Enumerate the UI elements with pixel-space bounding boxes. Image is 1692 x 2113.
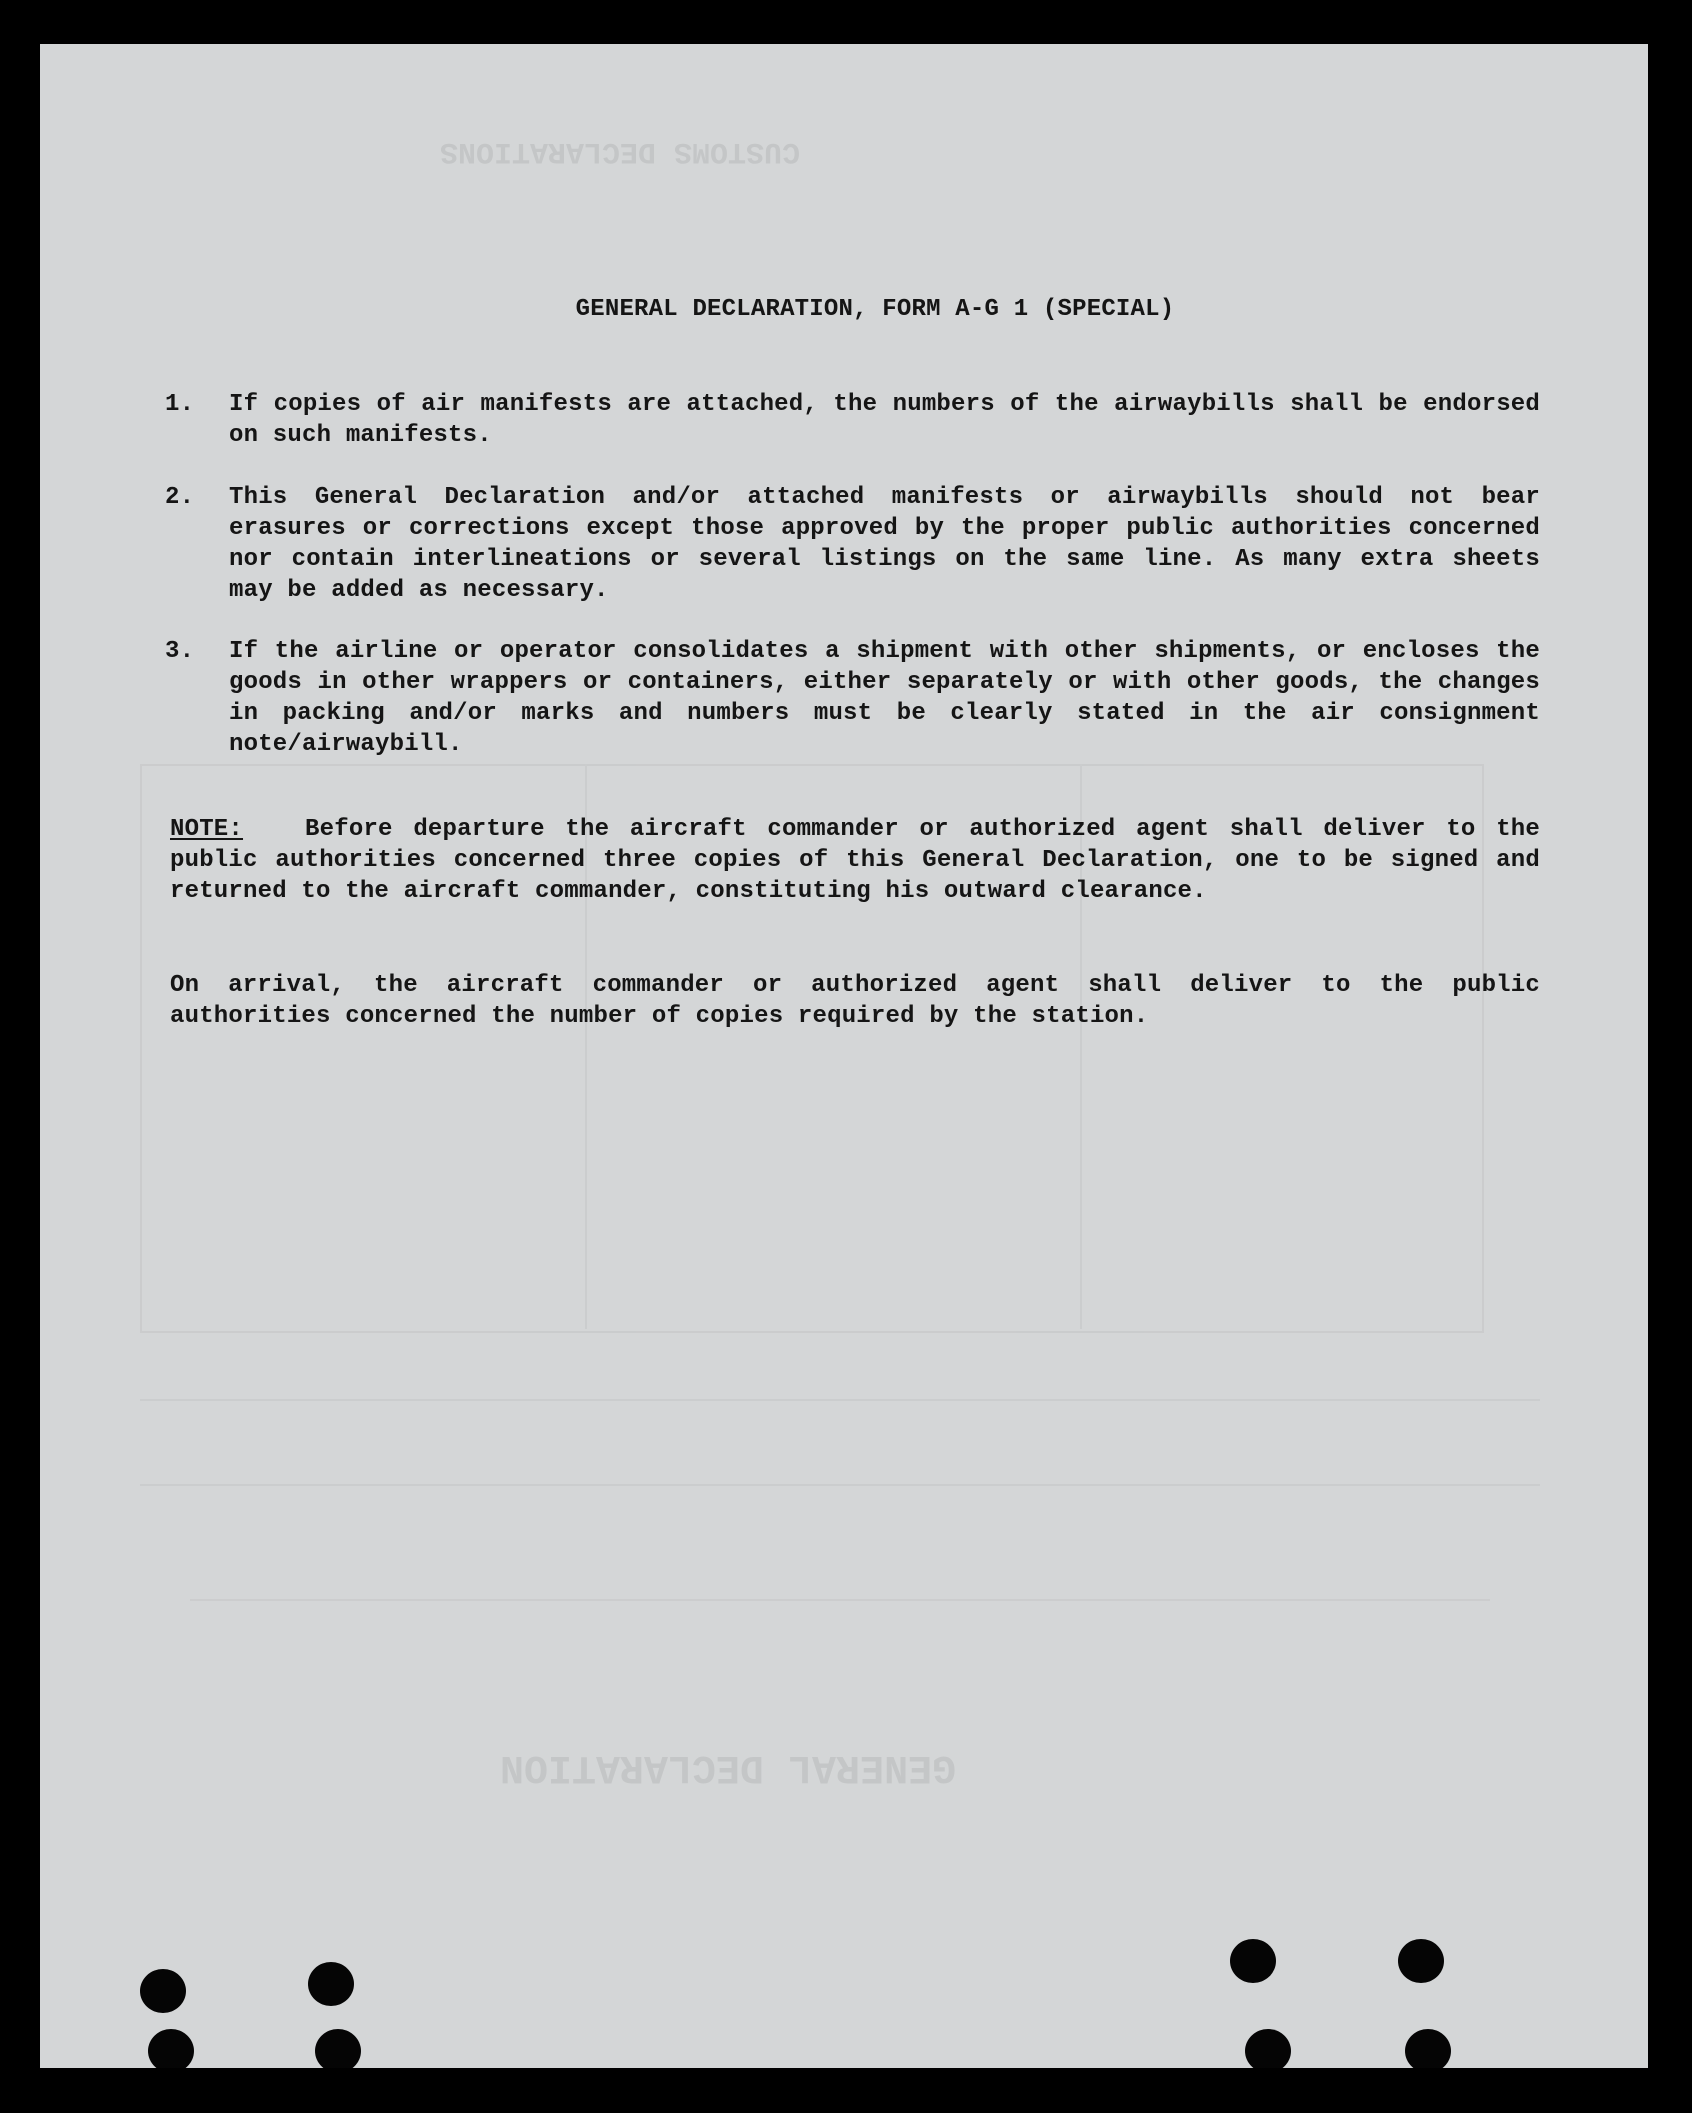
item-number: 1. [165,391,195,418]
item-number: 3. [165,638,195,665]
instruction-item-3 [165,636,1540,760]
document-title: GENERAL DECLARATION, FORM A-G 1 (SPECIAL) [575,296,1175,323]
punch-hole-center-right-lower [1245,2029,1291,2068]
punch-hole-right-lower [1405,2029,1451,2068]
punch-hole-center-left-lower [315,2029,361,2068]
punch-hole-left-lower [148,2029,194,2068]
item-number: 2. [165,484,195,511]
document-page [40,44,1648,2068]
item-text: If copies of air manifests are attached, the numbers of the airwaybills shall be endorsed on such manifests. [229,391,1540,449]
instruction-item-1 [165,389,1540,451]
item-text: This General Declaration and/or attached manifests or airwaybills should not bear erasures or corrections except those approved by the proper public authorities concerned nor contain interlineations or several listings on the same line. As many extra sheets may be added as necessary. [229,484,1540,604]
item-text: If the airline or operator consolidates a shipment with other shipments, or encloses the goods in other wrappers or containers, either separately or with other goods, the changes in packing and/or marks and numbers must be clearly stated in the air consignment note/airwaybill. [229,638,1540,758]
instruction-item-2 [165,482,1540,606]
note-label: NOTE: [170,816,244,843]
punch-hole-left-upper [140,1969,186,2013]
note-paragraph [170,814,1540,907]
punch-hole-center-right-upper [1230,1939,1276,1983]
punch-hole-right-upper [1398,1939,1444,1983]
bleed-through-background: GENERAL DECLARATION CUSTOMS DECLARATIONS [40,44,1648,2068]
note-text: Before departure the aircraft commander or authorized agent shall deliver to the public authorities concerned three copies of this General Declaration, one to be signed and returned to the aircraft commander, constituting his outward clearance. [170,816,1541,905]
punch-hole-center-left-upper [308,1962,354,2006]
arrival-paragraph: On arrival, the aircraft commander or authorized agent shall deliver to the public authorities concerned the number of copies required by the station. [170,972,1540,1030]
